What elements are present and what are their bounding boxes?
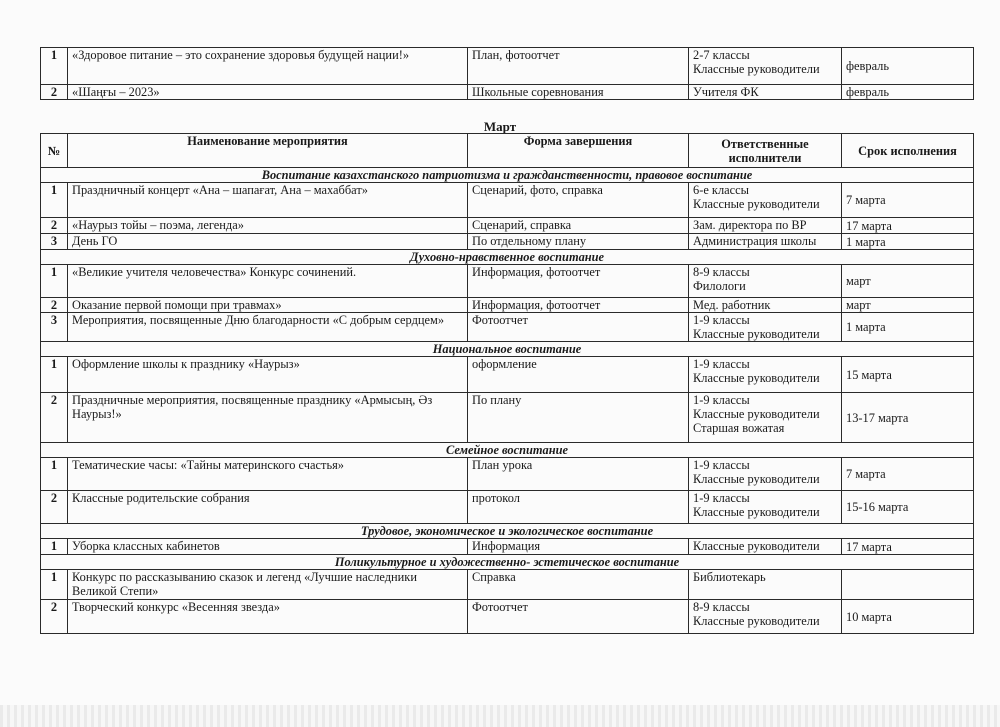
responsible: Администрация школы — [689, 234, 842, 250]
event-name: Уборка классных кабинетов — [68, 539, 468, 555]
responsible: 8-9 классы Классные руководители — [689, 600, 842, 634]
event-name: Тематические часы: «Тайны материнского счастья» — [68, 458, 468, 491]
due-date: 10 марта — [842, 600, 974, 634]
completion-form: Школьные соревнования — [468, 85, 689, 100]
section-row — [41, 443, 974, 458]
row-number: 3 — [41, 234, 68, 250]
previous-month-table — [40, 47, 974, 100]
row-number: 1 — [41, 458, 68, 491]
header-form: Форма завершения — [468, 134, 689, 168]
section-title: Воспитание казахстанского патриотизма и гражданственности, правовое воспитание — [41, 168, 974, 183]
event-name: Конкурс по рассказыванию сказок и легенд «Лучшие наследники Великой Степи» — [68, 570, 468, 600]
row-number: 1 — [41, 265, 68, 298]
due-date: февраль — [842, 48, 974, 85]
row-number: 2 — [41, 600, 68, 634]
event-name: Классные родительские собрания — [68, 491, 468, 524]
completion-form: План, фотоотчет — [468, 48, 689, 85]
completion-form: По отдельному плану — [468, 234, 689, 250]
due-date: 1 марта — [842, 234, 974, 250]
section-row — [41, 555, 974, 570]
row-number: 3 — [41, 313, 68, 342]
row-number: 1 — [41, 539, 68, 555]
responsible: Зам. директора по ВР — [689, 218, 842, 234]
header-row — [41, 134, 974, 168]
table-row — [41, 570, 974, 600]
responsible: 1-9 классы Классные руководители Старшая вожатая — [689, 393, 842, 443]
table-row — [41, 298, 974, 313]
event-name: «Великие учителя человечества» Конкурс сочинений. — [68, 265, 468, 298]
responsible: Библиотекарь — [689, 570, 842, 600]
row-number: 2 — [41, 85, 68, 100]
row-number: 1 — [41, 183, 68, 218]
table-row — [41, 491, 974, 524]
completion-form: Справка — [468, 570, 689, 600]
event-name: Оказание первой помощи при травмах» — [68, 298, 468, 313]
row-number: 1 — [41, 48, 68, 85]
table-row — [41, 85, 974, 100]
due-date — [842, 570, 974, 600]
due-date: 1 марта — [842, 313, 974, 342]
table-row — [41, 600, 974, 634]
table-row — [41, 393, 974, 443]
section-row — [41, 342, 974, 357]
row-number: 2 — [41, 491, 68, 524]
responsible: 1-9 классы Классные руководители — [689, 357, 842, 393]
header-num: № — [41, 134, 68, 168]
table-row — [41, 313, 974, 342]
section-title: Национальное воспитание — [41, 342, 974, 357]
section-title: Духовно-нравственное воспитание — [41, 250, 974, 265]
section-title: Поликультурное и художественно- эстетическое воспитание — [41, 555, 974, 570]
table-row — [41, 183, 974, 218]
responsible: 2-7 классы Классные руководители — [689, 48, 842, 85]
event-name: Творческий конкурс «Весенняя звезда» — [68, 600, 468, 634]
completion-form: Информация, фотоотчет — [468, 298, 689, 313]
event-name: Праздничные мероприятия, посвященные празднику «Армысың, Әз Наурыз!» — [68, 393, 468, 443]
completion-form: протокол — [468, 491, 689, 524]
header-name: Наименование мероприятия — [68, 134, 468, 168]
due-date: 17 марта — [842, 539, 974, 555]
completion-form: Фотоотчет — [468, 600, 689, 634]
table-row — [41, 539, 974, 555]
completion-form: Фотоотчет — [468, 313, 689, 342]
due-date: 7 марта — [842, 458, 974, 491]
event-name: День ГО — [68, 234, 468, 250]
completion-form: По плану — [468, 393, 689, 443]
responsible: Учителя ФК — [689, 85, 842, 100]
responsible: Мед. работник — [689, 298, 842, 313]
row-number: 2 — [41, 298, 68, 313]
due-date: 15-16 марта — [842, 491, 974, 524]
table-row — [41, 265, 974, 298]
event-name: Оформление школы к празднику «Наурыз» — [68, 357, 468, 393]
completion-form: План урока — [468, 458, 689, 491]
section-row — [41, 524, 974, 539]
completion-form: Информация — [468, 539, 689, 555]
event-name: Праздничный концерт «Ана – шапағат, Ана – махаббат» — [68, 183, 468, 218]
responsible: 1-9 классы Классные руководители — [689, 458, 842, 491]
event-name: Мероприятия, посвященные Дню благодарности «С добрым сердцем» — [68, 313, 468, 342]
responsible: 6-е классы Классные руководители — [689, 183, 842, 218]
completion-form: Информация, фотоотчет — [468, 265, 689, 298]
due-date: 15 марта — [842, 357, 974, 393]
section-title: Трудовое, экономическое и экологическое воспитание — [41, 524, 974, 539]
row-number: 1 — [41, 570, 68, 600]
responsible: 1-9 классы Классные руководители — [689, 313, 842, 342]
completion-form: Сценарий, фото, справка — [468, 183, 689, 218]
section-title: Семейное воспитание — [41, 443, 974, 458]
month-title: Март — [483, 119, 517, 134]
section-row — [41, 168, 974, 183]
event-name: «Наурыз тойы – поэма, легенда» — [68, 218, 468, 234]
due-date: 13-17 марта — [842, 393, 974, 443]
march-events-table — [40, 133, 974, 634]
header-date: Срок исполнения — [842, 134, 974, 168]
table-row — [41, 234, 974, 250]
table-row — [41, 357, 974, 393]
row-number: 2 — [41, 218, 68, 234]
row-number: 1 — [41, 357, 68, 393]
responsible: 1-9 классы Классные руководители — [689, 491, 842, 524]
section-row — [41, 250, 974, 265]
responsible: Классные руководители — [689, 539, 842, 555]
table-row — [41, 458, 974, 491]
responsible: 8-9 классы Филологи — [689, 265, 842, 298]
scan-edge — [0, 705, 1000, 727]
header-resp: Ответственные исполнители — [689, 134, 842, 168]
due-date: 17 марта — [842, 218, 974, 234]
due-date: февраль — [842, 85, 974, 100]
table-row — [41, 218, 974, 234]
completion-form: Сценарий, справка — [468, 218, 689, 234]
event-name: «Здоровое питание – это сохранение здоровья будущей нации!» — [68, 48, 468, 85]
completion-form: оформление — [468, 357, 689, 393]
due-date: март — [842, 265, 974, 298]
due-date: март — [842, 298, 974, 313]
table-row — [41, 48, 974, 85]
row-number: 2 — [41, 393, 68, 443]
event-name: «Шаңғы – 2023» — [68, 85, 468, 100]
due-date: 7 марта — [842, 183, 974, 218]
